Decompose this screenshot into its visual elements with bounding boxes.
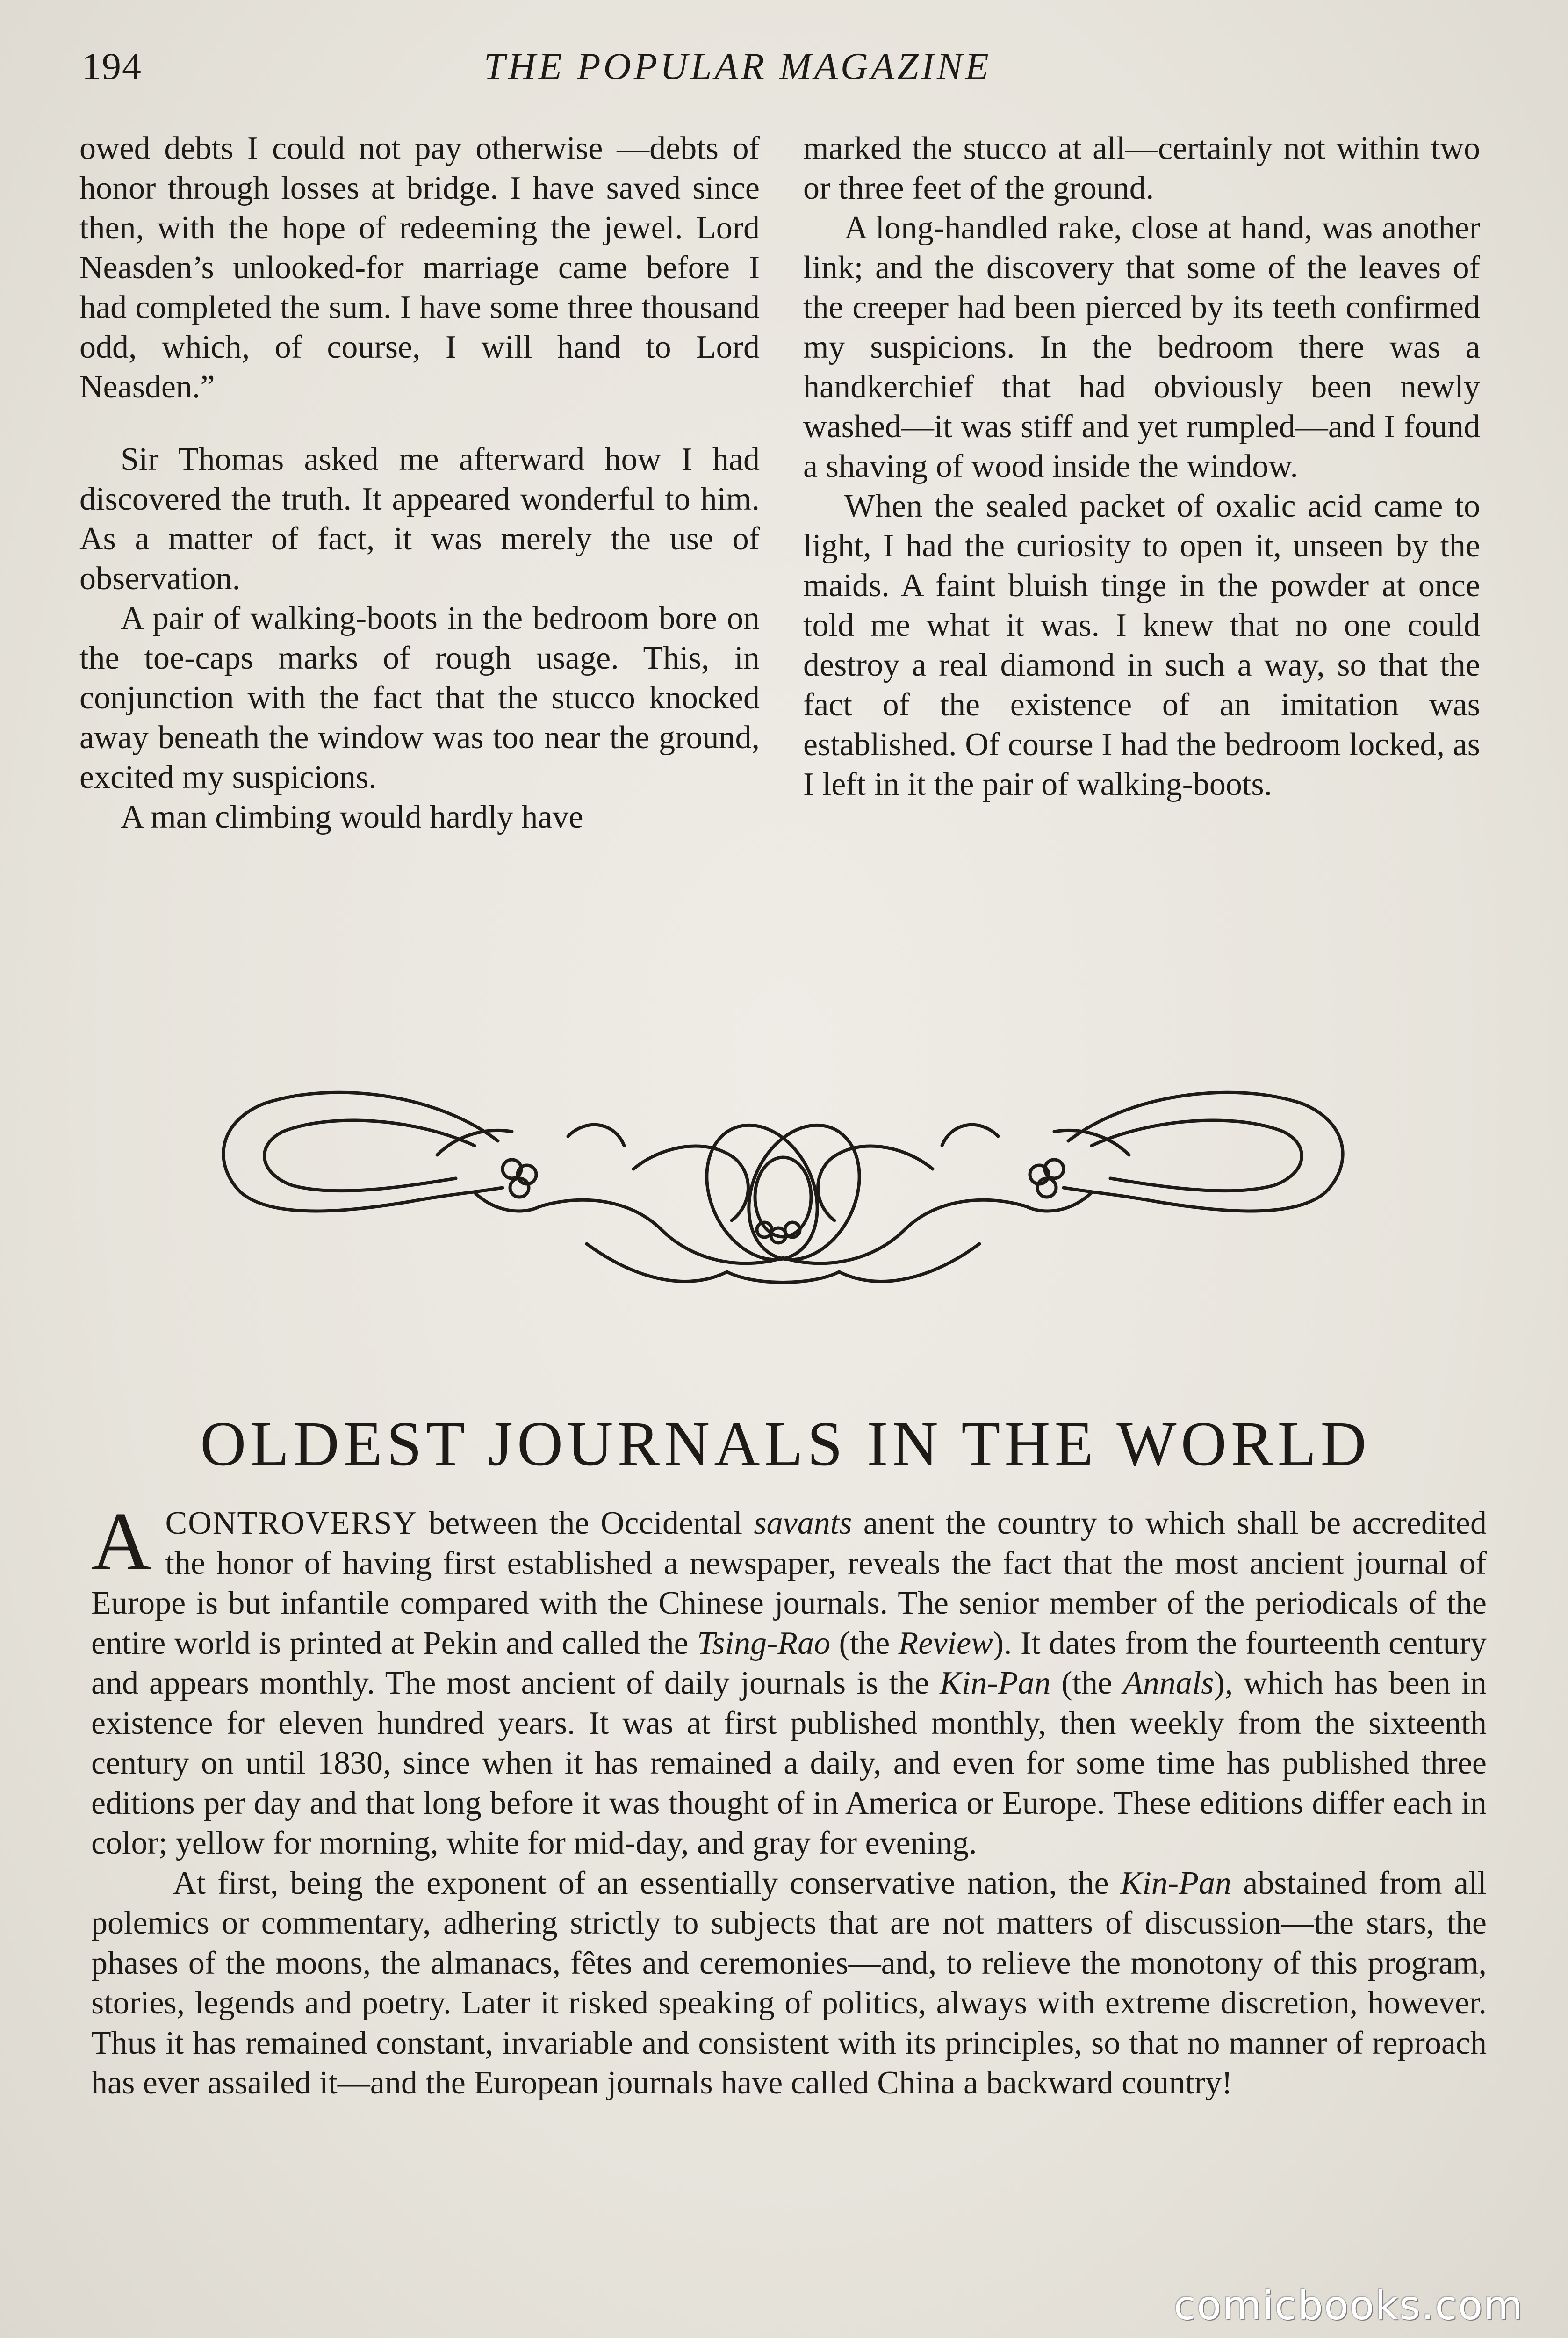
article-text: (the [830, 1625, 899, 1661]
article-text: (the [1050, 1665, 1123, 1701]
running-title: THE POPULAR MAGAZINE [484, 45, 992, 87]
italic-term: Kin-Pan [940, 1665, 1051, 1701]
right-paragraph-3: When the sealed packet of oxalic acid came to light, I had the curiosity to open it, unseen by the maids. A faint bluish tinge in the powder at once told me what it was. I knew that no one could destroy a real diamond in such a way, so that the fact of the existence of an imitation was established. Of course I had the bedroom locked, as I left in it the pair of walking-boots. [803, 488, 1480, 802]
italic-term: Annals [1123, 1665, 1214, 1701]
floral-ornament-icon [213, 1052, 1353, 1295]
opening-caps: CONTROVERSY [165, 1505, 417, 1541]
italic-term: Review [898, 1625, 993, 1661]
right-paragraph-2: A long-handled rake, close at hand, was another link; and the discovery that some of the leaves of the creeper had been pierced by its teeth confirmed my suspicions. In the bedroom there was a handkerchief that had obviously been newly washed—it was stiff and yet rumpled—and I found a shaving of wood inside the window. [803, 210, 1480, 484]
italic-term: Tsing-Rao [697, 1625, 831, 1661]
italic-term: Kin-Pan [1120, 1865, 1231, 1901]
italic-term: savants [754, 1505, 852, 1541]
left-paragraph-2: Sir Thomas asked me afterward how I had discovered the truth. It appeared wonderful to him. As a matter of fact, it was merely the use of observation. [79, 441, 760, 597]
left-paragraph-3: A pair of walking-boots in the bedroom bore on the toe-caps marks of rough usage. This, in conjunction with the fact that the stucco knocked away beneath the window was too near the ground, excited my suspicions. [79, 600, 760, 795]
article-text: between the Occidental [417, 1505, 754, 1541]
left-paragraph-1: owed debts I could not pay otherwise ––debts of honor through losses at bridge. I have saved since then, with the hope of redeeming the jewel. Lord Neasden’s unlooked-for marriage came before I had completed the sum. I have some three thousand odd, which, of course, I will hand to Lord Neasden.” [79, 130, 760, 405]
article-text: At first, being the exponent of an essentially conservative nation, the [173, 1865, 1121, 1901]
article-text: anent the country to which shall be accredited the honor of having first established a newspaper, reveals the fact that the most ancient journal of Europe is but infantile compared with the Chinese journals. The senior member of the periodicals of the entire world is printed at Pekin and called the [91, 1505, 1487, 1661]
article-text: abstained from all polemics or commentary, adhering strictly to subjects that are not matters of discussion—the stars, the phases of the moons, the almanacs, fêtes and ceremonies—and, to relieve the monotony of this program, stories, legends and poetry. Later it risked speaking of politics, always with extreme discretion, however. Thus it has remained constant, invariable and consistent with its principles, so that no manner of reproach has ever assailed it—and the European journals have called China a backward country! [91, 1865, 1487, 2101]
article-body [91, 1495, 1487, 2103]
left-paragraph-4: A man climbing would hardly have [121, 799, 583, 835]
article-paragraph-2 [91, 1863, 1487, 2103]
article-title: OLDEST JOURNALS IN THE WORLD [200, 1409, 1371, 1479]
article-paragraph-1 [91, 1495, 1487, 1863]
watermark: comicbooks.com [1173, 2282, 1524, 2329]
left-column [79, 129, 760, 837]
right-column [803, 129, 1480, 804]
right-paragraph-1: marked the stucco at all—certainly not within two or three feet of the ground. [803, 130, 1480, 206]
page-header [82, 44, 1484, 96]
page-number: 194 [82, 45, 142, 87]
drop-cap: A [91, 1495, 151, 1588]
article-text: ), which has been in existence for eleven hundred years. It was at first published monthly, then weekly from the sixteenth century on until 1830, since when it has remained a daily, and even for some time has published three editions per day and that long before it was thought of in America or Europe. These editions differ each in color; yellow for morning, white for mid-day, and gray for evening. [91, 1665, 1487, 1861]
article-text: ). It dates from the fourteenth century and appears monthly. The most ancient of daily journals is the [91, 1625, 1487, 1701]
